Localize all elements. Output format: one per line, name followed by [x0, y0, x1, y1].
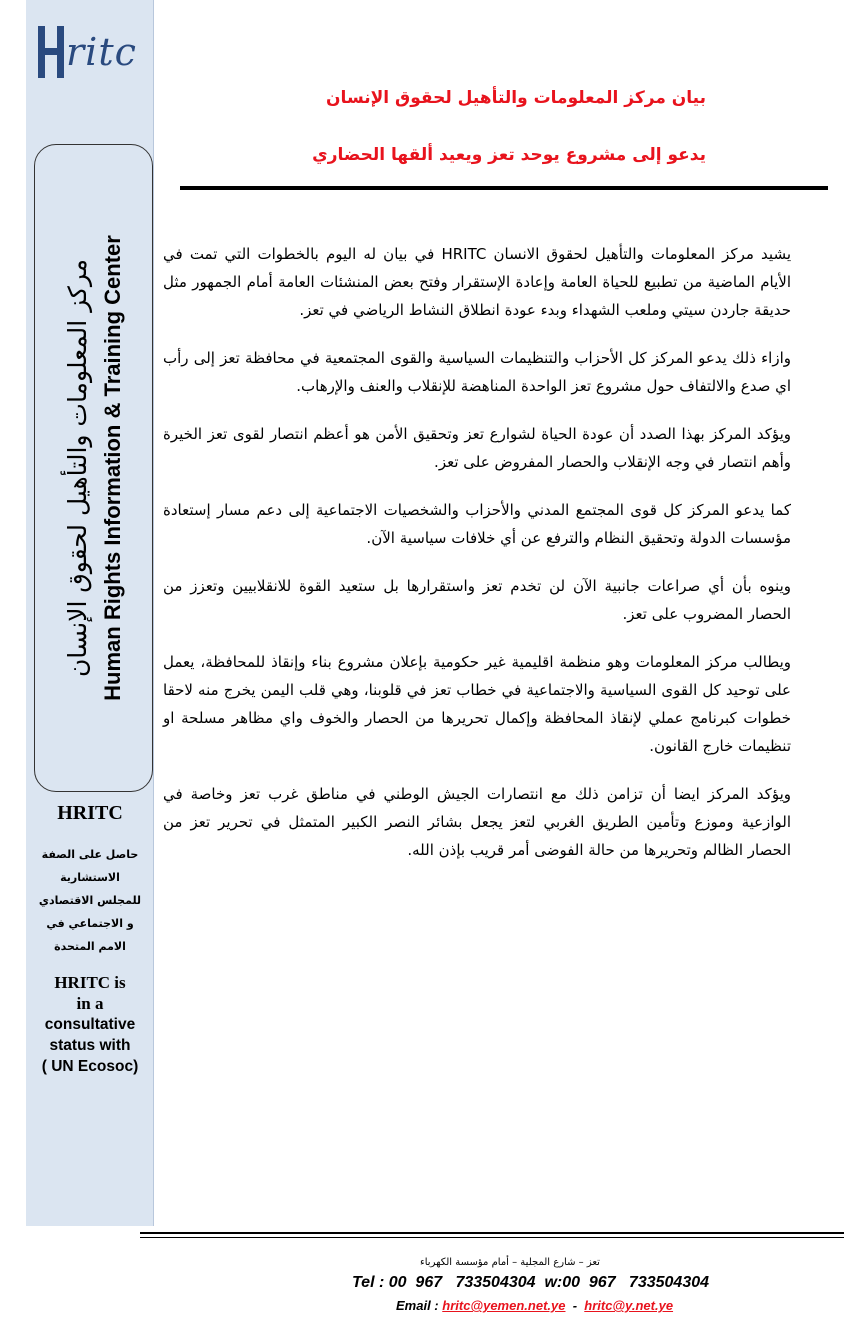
- arabic-status-line: حاصل على الصفة: [41, 848, 139, 861]
- hritc-logo-icon: [38, 26, 64, 78]
- headline-line-1: بيان مركز المعلومات والتأهيل لحقوق الإنسان: [326, 88, 706, 108]
- email-link-1[interactable]: hritc@yemen.net.ye: [442, 1298, 566, 1313]
- footer-divider-thin: [140, 1237, 844, 1238]
- email-separator: -: [565, 1298, 585, 1313]
- arabic-status-line: الاستشارية: [60, 871, 120, 884]
- english-status-line: consultative: [44, 1016, 136, 1033]
- arabic-status-line: الامم المتحدة: [54, 940, 126, 953]
- vertical-english-name: Human Rights Information & Training Center: [100, 235, 125, 701]
- body-paragraph: ويؤكد المركز ايضا أن تزامن ذلك مع انتصارات الجيش الوطني في مناطق غرب تعز وخاصة في الوازعية وموزع وتأمين الطريق الغربي لتعز يجعل بشائر النصر الكبير المتمثل في تحرير تعز من الحصار الظالم وتحريرها من حالة الفوضى أمر قريب بإذن الله.: [163, 785, 791, 859]
- email-link-2[interactable]: hritc@y.net.ye: [584, 1298, 674, 1313]
- english-status-text: [30, 972, 150, 1077]
- sidebar-title: HRITC: [57, 802, 123, 824]
- body-paragraph: وينوه بأن أي صراعات جانبية الآن لن تخدم تعز واستقرارها بل ستعيد القوة للانقلابيين وتعزز من الحصار المضروب على تعز.: [163, 577, 791, 623]
- headline-line-2: يدعو إلى مشروع يوحد تعز ويعيد ألقها الحضاري: [312, 145, 706, 165]
- english-status-line: status with: [49, 1037, 131, 1054]
- logo-text: ritc: [66, 30, 137, 74]
- footer-divider: [140, 1232, 844, 1234]
- vertical-arabic-name: مركز المعلومات والتأهيل لحقوق الإنسان: [63, 258, 92, 678]
- footer-email: [396, 1298, 796, 1313]
- body-paragraph: كما يدعو المركز كل قوى المجتمع المدني والأحزاب والشخصيات الاجتماعية إلى دعم مسار إستعادة مؤسسات الدولة وتحقيق النظام والترفع عن أي خلافات سياسية الآن.: [163, 501, 791, 547]
- body-paragraph: ويطالب مركز المعلومات وهو منظمة اقليمية غير حكومية بإعلان مشروع بناء وإنقاذ للمحافظة، يعمل على توحيد كل القوى السياسية والاجتماعية في خطاب تعز في قلوبنا، وهي قلب اليمن يخرج منه لاحقا خطوات كبرنامج عملي لإنقاذ المحافظة وإكمال تحريرها من الحصار والخوف واي مظاهر مسلحة او تنظيمات خارج القانون.: [163, 653, 791, 755]
- hritc-logo: [38, 26, 150, 88]
- english-status-line: ( UN Ecosoc): [41, 1058, 139, 1075]
- body-paragraph: وازاء ذلك يدعو المركز كل الأحزاب والتنظيمات السياسية والقوى المجتمعية في محافظة تعز إلى رأب اي صدع والالتفاف حول مشروع تعز الواحدة المناهضة للإنقلاب والعنف والإرهاب.: [163, 349, 791, 395]
- arabic-status-line: و الاجتماعي في: [46, 917, 134, 930]
- headline-divider: [180, 186, 828, 190]
- statement-body: [163, 240, 791, 884]
- email-label: Email :: [396, 1298, 443, 1313]
- body-paragraph: يشيد مركز المعلومات والتأهيل لحقوق الانسان HRITC في بيان له اليوم بالخطوات التي تمت في الأيام الماضية من تطبيع للحياة العامة وإعادة الإستقرار وفتح بعض المنشئات العامة أمام الجمهور مثل حديقة جاردن سيتي وملعب الشهداء وبدء عودة انطلاق النشاط الرياضي في تعز.: [163, 245, 791, 319]
- footer-phone: Tel : 00 967 733504304 w:00 967 733504304: [352, 1274, 710, 1291]
- body-paragraph: ويؤكد المركز بهذا الصدد أن عودة الحياة لشوارع تعز وتحقيق الأمن هو أعظم انتصار لقوى تعز الخيرة وأهم انتصار في وجه الإنقلاب والحصار المفروض على تعز.: [163, 425, 791, 471]
- arabic-status-text: [30, 843, 150, 958]
- sidebar-info: [30, 800, 150, 1077]
- footer-address: تعز – شارع المجلية – أمام مؤسسة الكهرباء: [420, 1257, 600, 1268]
- vertical-org-name-box: [34, 144, 153, 792]
- english-status-line: HRITC is: [54, 973, 126, 992]
- english-status-line: in a: [76, 994, 104, 1013]
- arabic-status-line: للمجلس الاقتصادي: [38, 894, 142, 907]
